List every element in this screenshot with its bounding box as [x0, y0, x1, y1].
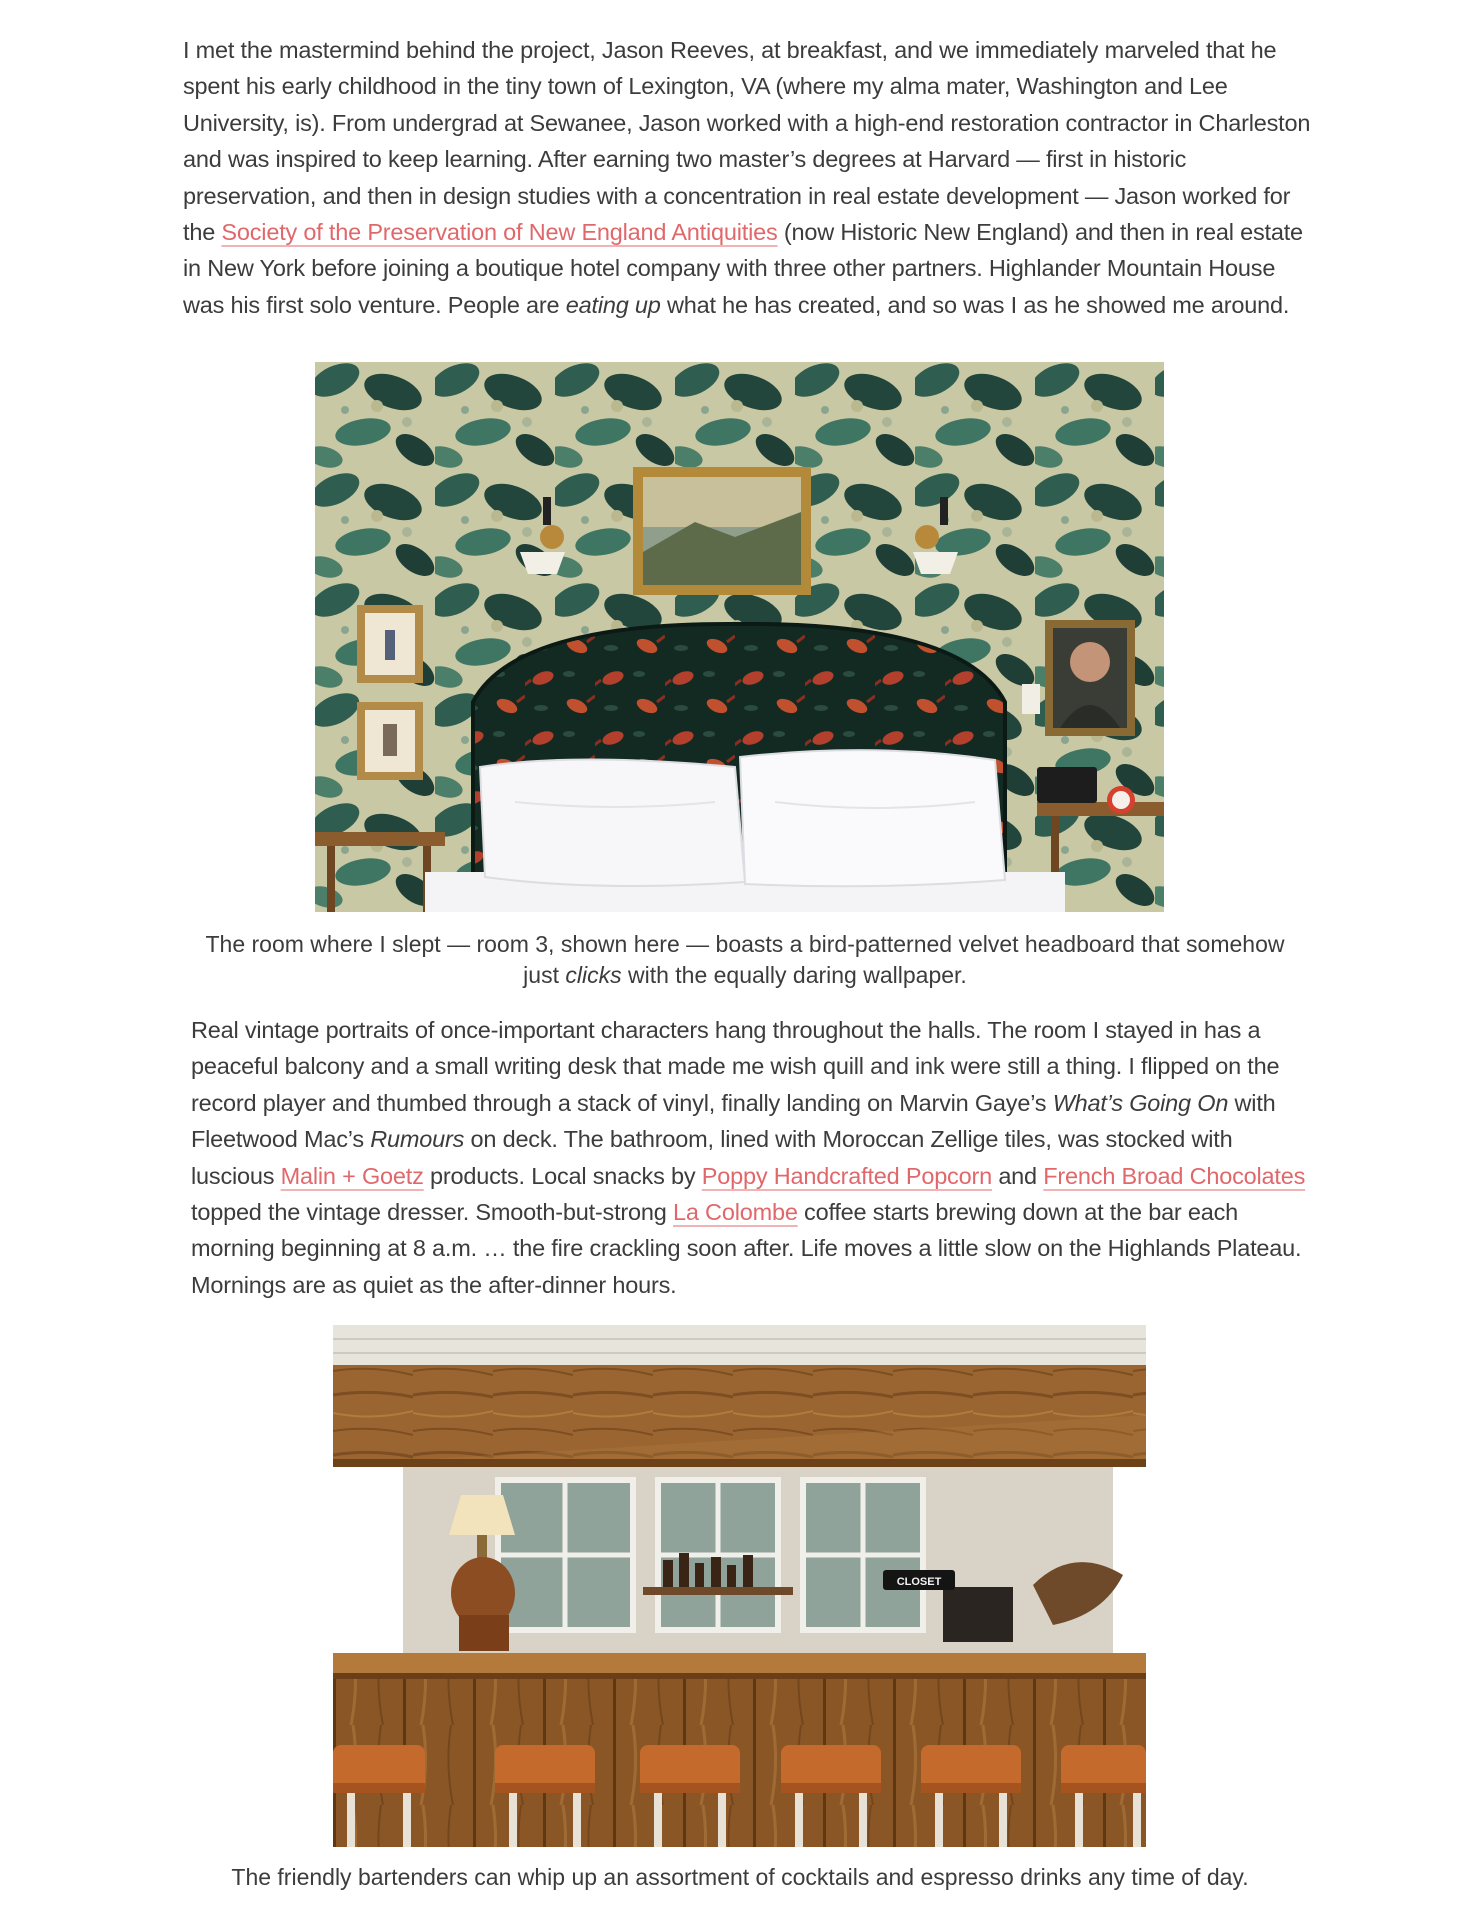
paragraph-jason-reeves: [183, 32, 1313, 323]
paragraph-text: with Fleetwood Mac’s: [191, 1089, 1276, 1153]
link-french-broad-chocolates[interactable]: French Broad Chocolates: [1043, 1162, 1306, 1189]
paragraph-text: products. Local snacks by: [423, 1162, 702, 1189]
emphasis-whats-going-on: What’s Going On: [1052, 1089, 1229, 1116]
bar-illustration: [333, 1325, 1146, 1847]
link-society-preservation-new-england[interactable]: Society of the Preservation of New England Antiquities: [221, 219, 778, 246]
emphasis-eating-up: eating up: [565, 291, 661, 318]
emphasis-rumours: Rumours: [370, 1126, 465, 1153]
caption-bedroom: [190, 929, 1300, 991]
paragraph-text: what he has created, and so was I as he showed me around.: [660, 291, 1290, 318]
link-malin-goetz[interactable]: Malin + Goetz: [280, 1162, 424, 1189]
link-la-colombe[interactable]: La Colombe: [672, 1199, 798, 1226]
caption-text: with the equally daring wallpaper.: [621, 962, 967, 988]
emphasis-clicks: clicks: [565, 962, 622, 988]
bar-photo: [333, 1325, 1146, 1847]
paragraph-text: I met the mastermind behind the project, Jason Reeves, at breakfast, and we immediately marveled that he spent his early childhood in the tiny town of Lexington, VA (where my alma mater, Washington and Lee University, is). From undergrad at Sewanee, Jason worked with a high-end restoration contractor in Charleston and was inspired to keep learning. After earning two master’s degrees at Harvard — first in historic preservation, and then in design studies with a concentration in real estate development — Jason worked for the: [183, 37, 1311, 246]
paragraph-text: and: [991, 1162, 1044, 1189]
caption-bar: The friendly bartenders can whip up an assortment of cocktails and espresso drinks any time of day.: [231, 1864, 1249, 1890]
paragraph-text: topped the vintage dresser. Smooth-but-strong: [191, 1199, 673, 1226]
paragraph-text: on deck. The bathroom, lined with Moroccan Zellige tiles, was stocked with luscious: [191, 1126, 1233, 1189]
link-poppy-handcrafted-popcorn[interactable]: Poppy Handcrafted Popcorn: [701, 1162, 992, 1189]
paragraph-text: Real vintage portraits of once-important characters hang throughout the halls. The room I stayed in has a peaceful balcony and a small writing desk that made me wish quill and ink were still a thing. I flipped on the record player and thumbed through a stack of vinyl, finally landing on Marvin Gaye’s: [191, 1017, 1280, 1116]
bedroom-illustration: [315, 362, 1164, 912]
paragraph-text: coffee starts brewing down at the bar each morning beginning at 8 a.m. … the fire crackling soon after. Life moves a little slow on the Highlands Plateau. Mornings are as quiet as the after-dinner hours.: [191, 1199, 1302, 1298]
caption-text: The room where I slept — room 3, shown here — boasts a bird-patterned velvet headboard that somehow just: [205, 931, 1285, 988]
paragraph-room-details: [191, 1012, 1306, 1303]
closet-sign-text: CLOSET: [896, 1576, 942, 1588]
bedroom-photo: [315, 362, 1164, 912]
paragraph-text: (now Historic New England) and then in real estate in New York before joining a boutique hotel company with three other partners. Highlander Mountain House was his first solo venture. People are: [183, 219, 1303, 318]
